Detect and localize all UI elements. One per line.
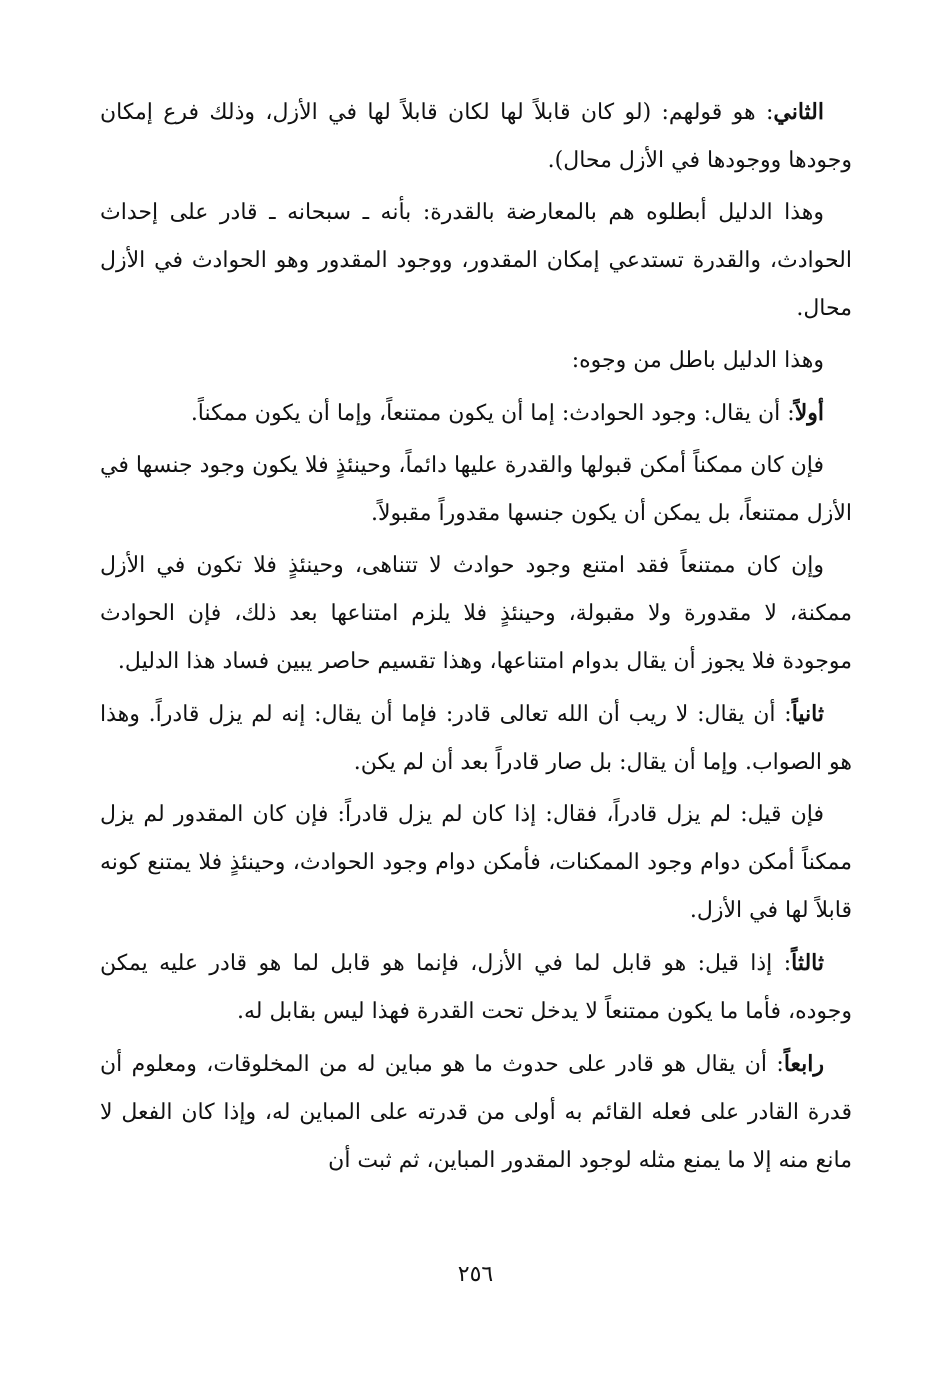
paragraph-text: : أن يقال: لا ريب أن الله تعالى قادر: فإما أن يقال: إنه لم يزل قادراً. وهذا هو الصواب. وإما أن يقال: بل صار قادراً بعد أن لم يكن. <box>100 702 852 775</box>
paragraph-5 <box>100 442 852 538</box>
paragraph-lead: ثانياً <box>791 701 824 727</box>
paragraph-text: : أن يقال: وجود الحوادث: إما أن يكون ممتنعاً، وإما أن يكون ممكناً. <box>190 401 795 426</box>
paragraph-3 <box>100 337 852 385</box>
page-body <box>100 88 852 1189</box>
paragraph-text: فإن قيل: لم يزل قادراً، فقال: إذا كان لم يزل قادراً: فإن كان المقدور لم يزل ممكناً أمكن دوام وجود الممكنات، فأمكن دوام وجود الحوادث، وحينئذٍ فلا يمتنع كونه قابلاً لها في الأزل. <box>100 802 852 923</box>
paragraph-text: : هو قولهم: (لو كان قابلاً لها لكان قابلاً لها في الأزل، وذلك فرع إمكان وجودها ووجودها في الأزل محال). <box>100 100 852 173</box>
paragraph-2 <box>100 189 852 333</box>
paragraph-8 <box>100 791 852 935</box>
paragraph-7 <box>100 690 852 787</box>
paragraph-lead: أولاً <box>794 400 824 426</box>
paragraph-4 <box>100 389 852 438</box>
paragraph-6 <box>100 542 852 686</box>
paragraph-text: وهذا الدليل أبطلوه هم بالمعارضة بالقدرة: بأنه ـ سبحانه ـ قادر على إحداث الحوادث، والقدرة تستدعي إمكان المقدور، ووجود المقدور وهو الحوادث في الأزل محال. <box>100 200 852 321</box>
paragraph-text: وإن كان ممتنعاً فقد امتنع وجود حوادث لا تتناهى، وحينئذٍ فلا تكون في الأزل ممكنة، لا مقدورة ولا مقبولة، وحينئذٍ فلا يلزم امتناعها بعد ذلك، فإن الحوادث موجودة فلا يجوز أن يقال بدوام امتناعها، وهذا تقسيم حاصر يبين فساد هذا الدليل. <box>100 553 852 674</box>
paragraph-lead: الثاني <box>773 99 824 125</box>
paragraph-text: وهذا الدليل باطل من وجوه: <box>571 348 824 373</box>
paragraph-lead: ثالثاً <box>791 950 824 976</box>
paragraph-text: : أن يقال هو قادر على حدوث ما هو مباين له من المخلوقات، ومعلوم أن قدرة القادر على فعله القائم به أولى من قدرته على المباين له، وإذا كان الفعل لا مانع منه إلا ما يمنع مثله لوجود المقدور المباين، ثم ثبت أن <box>100 1052 852 1173</box>
paragraph-lead: رابعاً <box>783 1051 824 1077</box>
paragraph-text: : إذا قيل: هو قابل لما في الأزل، فإنما هو قابل لما هو قادر عليه يمكن وجوده، فأما ما يكون ممتنعاً لا يدخل تحت القدرة فهذا ليس بقابل له. <box>100 951 852 1024</box>
paragraph-1 <box>100 88 852 185</box>
paragraph-text: فإن كان ممكناً أمكن قبولها والقدرة عليها دائماً، وحينئذٍ فلا يكون وجود جنسها في الأزل ممتنعاً، بل يمكن أن يكون جنسها مقدوراً مقبولاً. <box>100 453 852 526</box>
paragraph-9 <box>100 939 852 1036</box>
paragraph-10 <box>100 1040 852 1185</box>
page-number: ٢٥٦ <box>457 1262 494 1287</box>
